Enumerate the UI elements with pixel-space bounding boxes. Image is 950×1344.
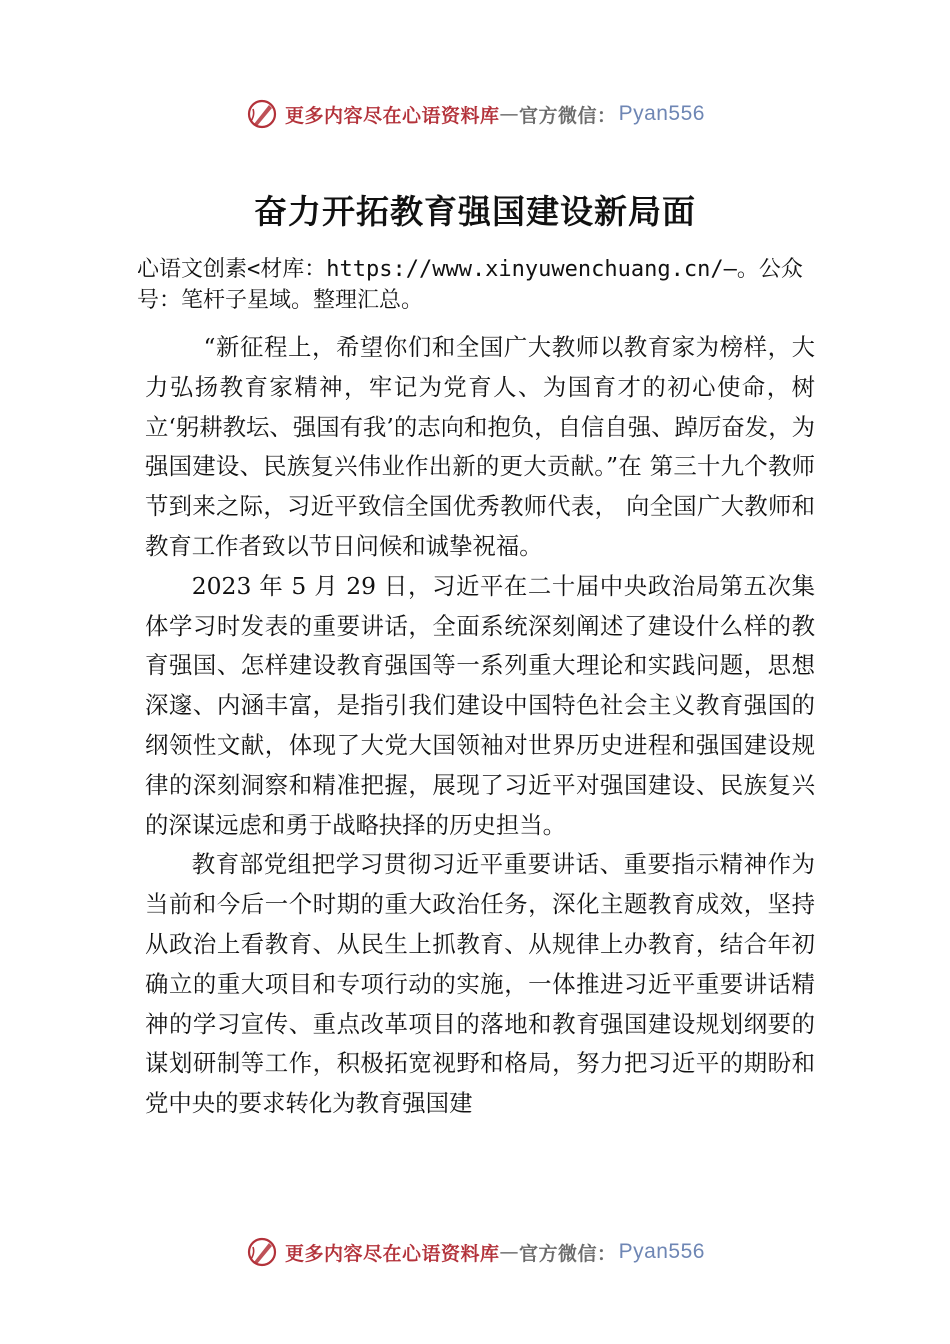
banner-library-text: 更多内容尽在心语资料库: [285, 1242, 500, 1265]
banner-wechat-id: Pyan556: [618, 1240, 705, 1263]
pen-nib-logo-icon: [245, 1235, 279, 1269]
banner-wechat-label: 官方微信：: [519, 104, 617, 127]
banner-separator: —: [499, 103, 520, 125]
banner-wechat-label: 官方微信：: [519, 1242, 617, 1265]
document-title: 奋力开拓教育强国建设新局面: [254, 192, 696, 231]
source-line: 心语文创素<材库：https://www.xinyuwenchuang.cn/—。公众号：笔杆子星域。整理汇总。: [137, 257, 803, 313]
banner-separator: —: [499, 1241, 520, 1263]
footer-banner: [0, 1232, 950, 1272]
paragraph: 2023 年 5 月 29 日，习近平在二十届中央政治局第五次集体学习时发表的重要讲话，全面系统深刻阐述了建设什么样的教育强国、怎样建设教育强国等一系列重大理论和实践问题，思想深邃、内涵丰富，是指引我们建设中国特色社会主义教育强国的纲领性文献，体现了大党大国领袖对世界历史进程和强国建设规律的深刻洞察和精准把握，展现了习近平对强国建设、民族复兴的深谋远虑和勇于战略抉择的历史担当。: [145, 571, 815, 839]
header-banner: [0, 94, 950, 134]
banner-wechat-id: Pyan556: [618, 102, 705, 125]
paragraph: 教育部党组把学习贯彻习近平重要讲话、重要指示精神作为当前和今后一个时期的重大政治任务，深化主题教育成效，坚持从政治上看教育、从民生上抓教育、从规律上办教育，结合年初确立的重大项目和专项行动的实施，一体推进习近平重要讲话精神的学习宣传、重点改革项目的落地和教育强国建设规划纲要的谋划研制等工作，积极拓宽视野和格局，努力把习近平的期盼和党中央的要求转化为教育强国建: [145, 850, 815, 1118]
document-body: [145, 328, 815, 1124]
banner-library-text: 更多内容尽在心语资料库: [285, 104, 500, 127]
paragraph: “新征程上，希望你们和全国广大教师以教育家为榜样，大力弘扬教育家精神，牢记为党育人、为国育才的初心使命，树立‘躬耕教坛、强国有我’的志向和抱负，自信自强、踔厉奋发，为强国建设、民族复兴伟业作出新的更大贡献。”在 第三十九个教师节到来之际，习近平致信全国优秀教师代表， 向全国广大教师和教育工作者致以节日问候和诚挚祝福。: [145, 333, 815, 560]
pen-nib-logo-icon: [245, 97, 279, 131]
